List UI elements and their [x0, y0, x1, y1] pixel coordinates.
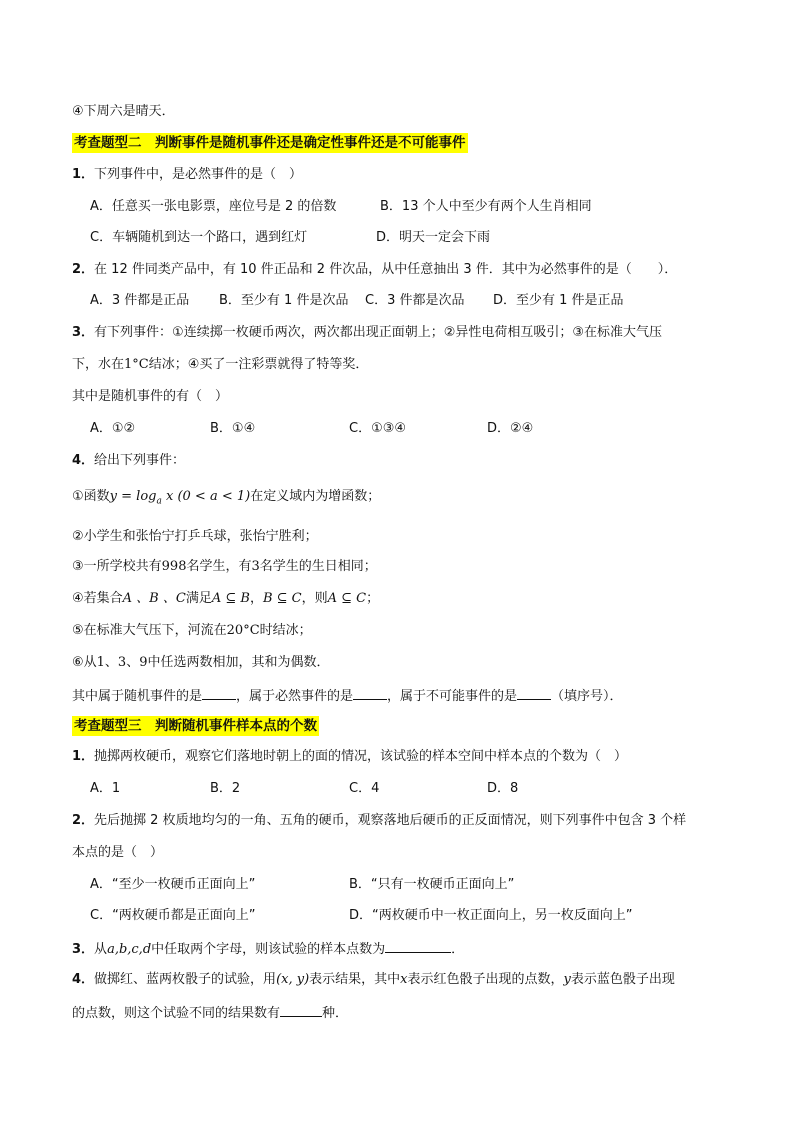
prev-item-4: ④下周六是晴天． — [72, 104, 175, 119]
s3-q4-stem-line2: 的点数，则这个试验不同的结果数有 种． — [72, 1003, 348, 1023]
s3-q2-stem-line2: 本点的是（ ） — [72, 845, 164, 860]
s2-q2-option-a: A．3 件都是正品 — [90, 293, 190, 308]
s2-q2-stem: 2．在 12 件同类产品中，有 10 件正品和 2 件次品，从中任意抽出 3 件．其中为必然事件的是（ ）． — [72, 262, 678, 277]
s2-q4-answer-line: 其中属于随机事件的是 ，属于必然事件的是 ，属于不可能事件的是 （填序号）． — [72, 686, 623, 706]
s3-q1-stem: 1．抛掷两枚硬币，观察它们落地时朝上的面的情况，该试验的样本空间中样本点的个数为（ ） — [72, 749, 628, 764]
s2-q1-option-a: A．任意买一张电影票，座位号是 2 的倍数 — [90, 199, 337, 214]
section-heading-3-text: 考查题型三 判断随机事件样本点的个数 — [74, 718, 317, 734]
answer-blank-certain[interactable] — [353, 686, 387, 700]
s2-q3-option-b: B．①④ — [210, 421, 256, 436]
s3-q2-stem-line1: 2．先后抛掷 2 枚质地均匀的一角、五角的硬币，观察落地后硬币的正反面情况，则下列事件中包含 3 个样 — [72, 813, 687, 828]
s2-q4-item-3: ③一所学校共有998名学生，有3名学生的生日相同； — [72, 559, 377, 574]
s2-q3-stem-line1: 3．有下列事件：①连续掷一枚硬币两次，两次都出现正面朝上；②异性电荷相互吸引；③在标准大气压 — [72, 325, 663, 340]
s3-q2-option-b: B．“只有一枚硬币正面向上” — [349, 877, 515, 892]
answer-blank-impossible[interactable] — [517, 686, 551, 700]
s3-q1-option-a: A．1 — [90, 781, 121, 796]
s2-q3-option-c: C．①③④ — [349, 421, 407, 436]
s3-q1-option-d: D．8 — [487, 781, 519, 796]
s3-q1-option-b: B．2 — [210, 781, 241, 796]
s2-q3-option-d: D．②④ — [487, 421, 534, 436]
s2-q3-stem-line2: 下，水在1°C结冰；④买了一注彩票就得了特等奖． — [72, 357, 369, 372]
s2-q2-option-d: D．至少有 1 件是正品 — [493, 293, 624, 308]
s2-q3-option-a: A．①② — [90, 421, 136, 436]
s2-q4-item-2: ②小学生和张怡宁打乒乓球，张怡宁胜利； — [72, 529, 318, 544]
s2-q1-option-b: B．13 个人中至少有两个人生肖相同 — [380, 199, 592, 214]
s2-q2-option-c: C．3 件都是次品 — [365, 293, 465, 308]
section-heading-2 — [72, 134, 468, 152]
s2-q4-item-1: ①函数$y = \log_a x$ (0 < a < 1)在定义域内为增函数； — [72, 489, 381, 507]
s2-q1-option-d: D．明天一定会下雨 — [376, 230, 491, 245]
s3-q1-option-c: C．4 — [349, 781, 380, 796]
s3-q3-stem: 3．从a,b,c,d中任取两个字母，则该试验的样本点数为 ． — [72, 939, 464, 959]
s2-q4-item-5: ⑤在标准大气压下，河流在20°C时结冰； — [72, 623, 312, 638]
section-heading-2-text: 考查题型二 判断事件是随机事件还是确定性事件还是不可能事件 — [74, 135, 466, 151]
s3-q4-stem-line1: 4．做掷红、蓝两枚骰子的试验，用(x, y)表示结果，其中x表示红色骰子出现的点数，y表示蓝色骰子出现 — [72, 972, 675, 987]
s2-q4-stem: 4．给出下列事件： — [72, 453, 186, 468]
s2-q4-item-6: ⑥从1、3、9中任选两数相加，其和为偶数． — [72, 655, 330, 670]
s2-q1-option-c: C．车辆随机到达一个路口，遇到红灯 — [90, 230, 308, 245]
s2-q2-option-b: B．至少有 1 件是次品 — [219, 293, 349, 308]
s3-q2-option-a: A．“至少一枚硬币正面向上” — [90, 877, 256, 892]
answer-blank-random[interactable] — [202, 686, 236, 700]
s2-q1-stem: 1．下列事件中，是必然事件的是（ ） — [72, 167, 303, 182]
section-heading-3 — [72, 717, 319, 735]
answer-blank-outcomes[interactable] — [280, 1003, 322, 1017]
s3-q2-option-d: D．“两枚硬币中一枚正面向上，另一枚反面向上” — [349, 908, 633, 923]
s2-q3-stem-line3: 其中是随机事件的有（ ） — [72, 389, 229, 404]
answer-blank-sample-points[interactable] — [385, 939, 451, 953]
s2-q4-item-4: ④若集合A 、B 、C满足A ⊆ B，B ⊆ C，则A ⊆ C； — [72, 591, 380, 606]
s3-q2-option-c: C．“两枚硬币都是正面向上” — [90, 908, 256, 923]
